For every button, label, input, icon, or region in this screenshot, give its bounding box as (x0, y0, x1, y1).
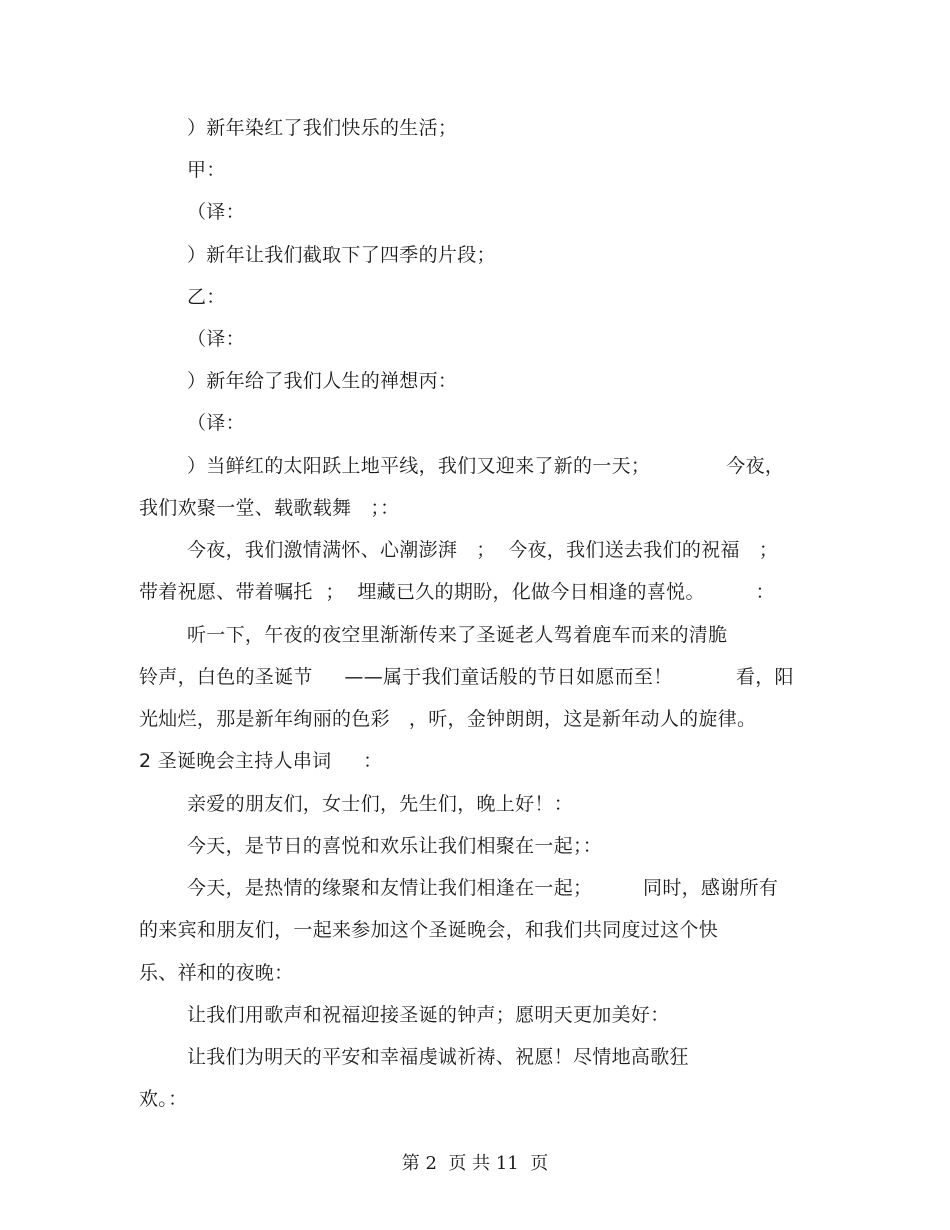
text-line: 今天，是热情的缘聚和友情让我们相逢在一起； 同时，感谢所有 (187, 877, 779, 899)
text-line: 甲： (187, 159, 226, 181)
text-line: 让我们为明天的平安和幸福虔诚祈祷、祝愿！尽情地高歌狂 (187, 1046, 689, 1068)
text-line: （译： (187, 412, 245, 434)
page-number: 第 2 页 共 11 页 (401, 1153, 549, 1174)
text-line: （译： (187, 201, 245, 223)
text-line: 我们欢聚一堂、载歌载舞 ；： (139, 497, 400, 519)
section-heading: 2 圣诞晚会主持人串词 ： (139, 750, 383, 772)
text-line: （译： (187, 328, 245, 350)
text-line: 今天，是节日的喜悦和欢乐让我们相聚在一起；： (187, 835, 603, 857)
text-line: 乙： (187, 286, 226, 308)
text-line: 亲爱的朋友们，女士们，先生们，晚上好！： (187, 793, 574, 815)
text-line: 今夜，我们激情满怀、心潮澎湃 ； 今夜，我们送去我们的祝福 ； (187, 539, 779, 561)
text-line: ）新年让我们截取下了四季的片段； (187, 244, 496, 266)
text-line: ）新年染红了我们快乐的生活； (187, 117, 458, 139)
text-line: ）当鲜红的太阳跃上地平线，我们又迎来了新的一天； 今夜， (187, 455, 785, 477)
text-line: 让我们用歌声和祝福迎接圣诞的钟声；愿明天更加美好： (187, 1004, 670, 1026)
text-line: 的来宾和朋友们，一起来参加这个圣诞晚会，和我们共同度过这个快 (139, 919, 719, 941)
text-line: 欢。： (139, 1088, 188, 1110)
text-line: 乐、祥和的夜晚： (139, 962, 294, 984)
text-line: 听一下，午夜的夜空里渐渐传来了圣诞老人驾着鹿车而来的清脆 (187, 624, 728, 646)
text-line: 带着祝愿、带着嘱托 ； 埋藏已久的期盼，化做今日相逢的喜悦。 ： (139, 581, 775, 603)
text-line: ）新年给了我们人生的禅想丙： (187, 370, 458, 392)
text-line: 铃声，白色的圣诞节 ——属于我们童话般的节日如愿而至！ 看，阳 (139, 666, 794, 688)
text-line: 光灿烂，那是新年绚丽的色彩 ，听，金钟朗朗，这是新年动人的旋律。 (139, 708, 757, 730)
